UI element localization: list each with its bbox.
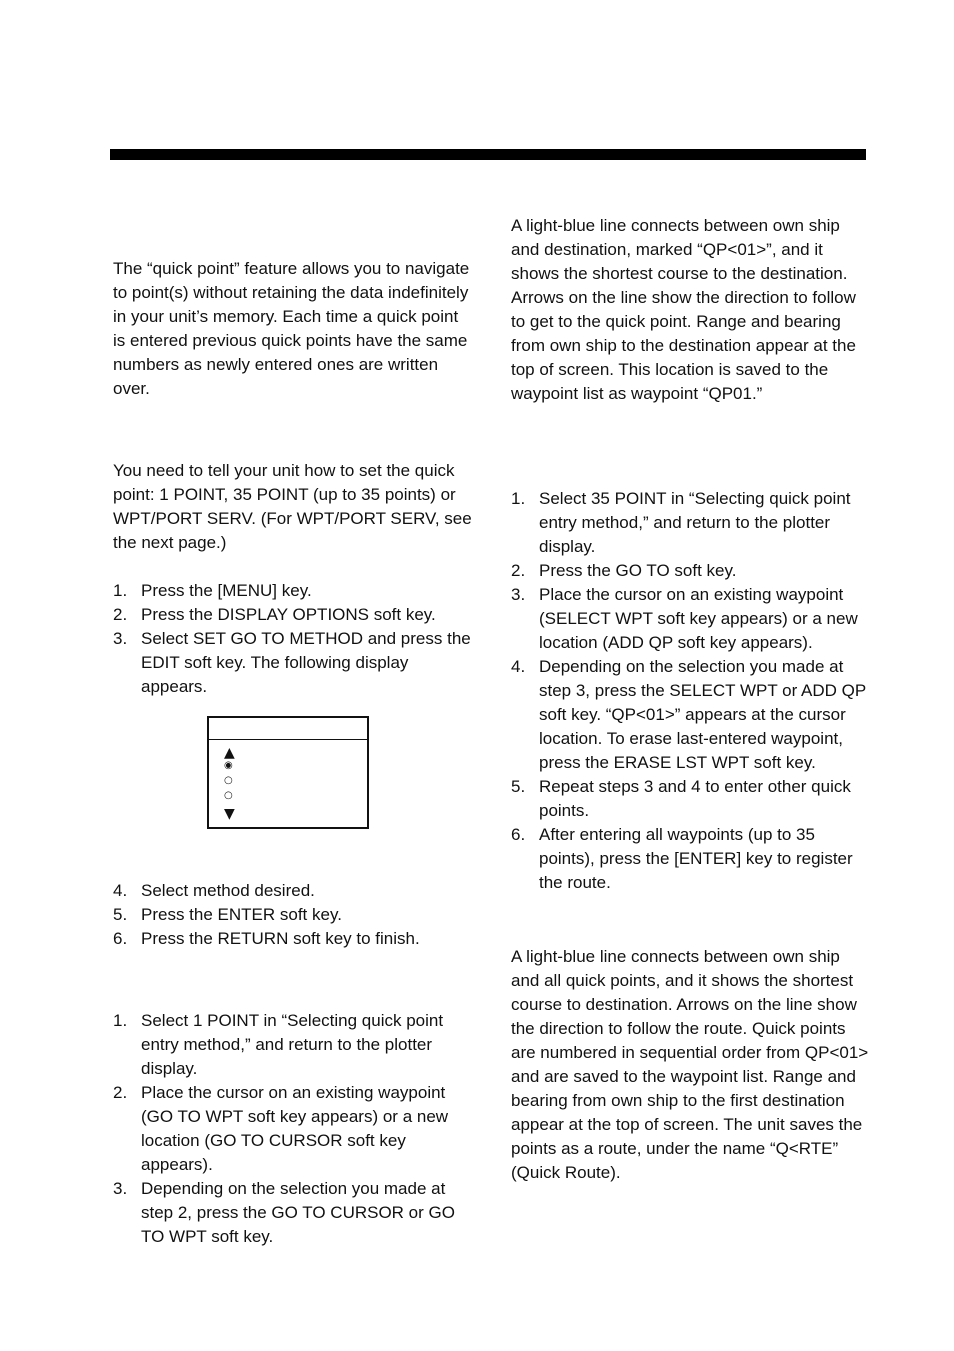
radio-unselected-icon: ○ bbox=[224, 790, 233, 801]
multi-point-steps bbox=[511, 487, 871, 895]
one-point-result bbox=[511, 214, 871, 406]
list-item: 4. Depending on the selection you made at step 3, press the SELECT WPT or ADD QP soft key. “QP<01>” appears at the cursor location. To erase last-entered waypoint, press the ERASE LST WPT soft key. bbox=[511, 657, 866, 772]
method-steps-b bbox=[113, 879, 473, 951]
method-step-list-b bbox=[113, 879, 473, 951]
list-item: 6. After entering all waypoints (up to 35 points), press the [ENTER] key to register the route. bbox=[511, 825, 853, 892]
multi-point-result-paragraph: A light-blue line connects between own ship and all quick points, and it shows the shortest course to destination. Arrows on the line show the direction to follow the route. Quick points are numbered in sequential order from QP<01> and are saved to the waypoint list. Range and bearing from own ship to the first destination appear at the top of screen. The unit saves the points as a route, under the name “Q<RTE” (Quick Route). bbox=[511, 947, 869, 1182]
list-item: 5. Repeat steps 3 and 4 to enter other quick points. bbox=[511, 777, 851, 820]
menu-header-bar bbox=[209, 718, 367, 740]
list-item: 3. Select SET GO TO METHOD and press the EDIT soft key. The following display appears. bbox=[113, 629, 471, 696]
radio-selected-icon: ◉ bbox=[224, 760, 233, 771]
go-to-method-menu-display bbox=[207, 716, 369, 829]
list-item: 6. Press the RETURN soft key to finish. bbox=[113, 929, 420, 948]
list-item: 5. Press the ENTER soft key. bbox=[113, 905, 342, 924]
method-intro-section bbox=[113, 459, 473, 555]
list-item: 2. Press the GO TO soft key. bbox=[511, 561, 737, 580]
multi-point-result bbox=[511, 945, 871, 1185]
list-item: 3. Depending on the selection you made at step 2, press the GO TO CURSOR or GO TO WPT soft key. bbox=[113, 1179, 455, 1246]
radio-unselected-icon: ○ bbox=[224, 775, 233, 786]
intro-paragraph: The “quick point” feature allows you to navigate to point(s) without retaining the data indefinitely in your unit’s memory. Each time a quick point is entered previous quick points have the same numbers as newly entered ones are written over. bbox=[113, 259, 470, 398]
method-intro-paragraph: You need to tell your unit how to set the quick point: 1 POINT, 35 POINT (up to 35 points) or WPT/PORT SERV. (For WPT/PORT SERV, see the next page.) bbox=[113, 461, 472, 552]
list-item: 2. Press the DISPLAY OPTIONS soft key. bbox=[113, 605, 436, 624]
quick-point-intro bbox=[113, 257, 473, 401]
one-point-result-paragraph: A light-blue line connects between own ship and destination, marked “QP<01>”, and it shows the shortest course to the destination. Arrows on the line show the direction to follow to get to the quick point. Range and bearing from own ship to the destination appear at the top of screen. This location is saved to the waypoint list as waypoint “QP01.” bbox=[511, 216, 856, 403]
list-item: 1. Select 35 POINT in “Selecting quick point entry method,” and return to the plotter display. bbox=[511, 489, 851, 556]
list-item: 4. Select method desired. bbox=[113, 881, 315, 900]
method-steps-a bbox=[113, 579, 473, 699]
multi-point-step-list bbox=[511, 487, 871, 895]
method-step-list-a bbox=[113, 579, 473, 699]
one-point-step-list bbox=[113, 1009, 473, 1249]
list-item: 1. Press the [MENU] key. bbox=[113, 581, 312, 600]
list-item: 2. Place the cursor on an existing waypoint (GO TO WPT soft key appears) or a new location (GO TO CURSOR soft key appears). bbox=[113, 1083, 449, 1174]
one-point-steps bbox=[113, 1009, 473, 1249]
chapter-header-rule bbox=[110, 149, 866, 160]
list-item: 1. Select 1 POINT in “Selecting quick point entry method,” and return to the plotter display. bbox=[113, 1011, 444, 1078]
down-arrow-icon: ▼ bbox=[224, 806, 235, 822]
list-item: 3. Place the cursor on an existing waypoint (SELECT WPT soft key appears) or a new location (ADD QP soft key appears). bbox=[511, 585, 858, 652]
up-arrow-icon: ▲ bbox=[224, 745, 235, 761]
